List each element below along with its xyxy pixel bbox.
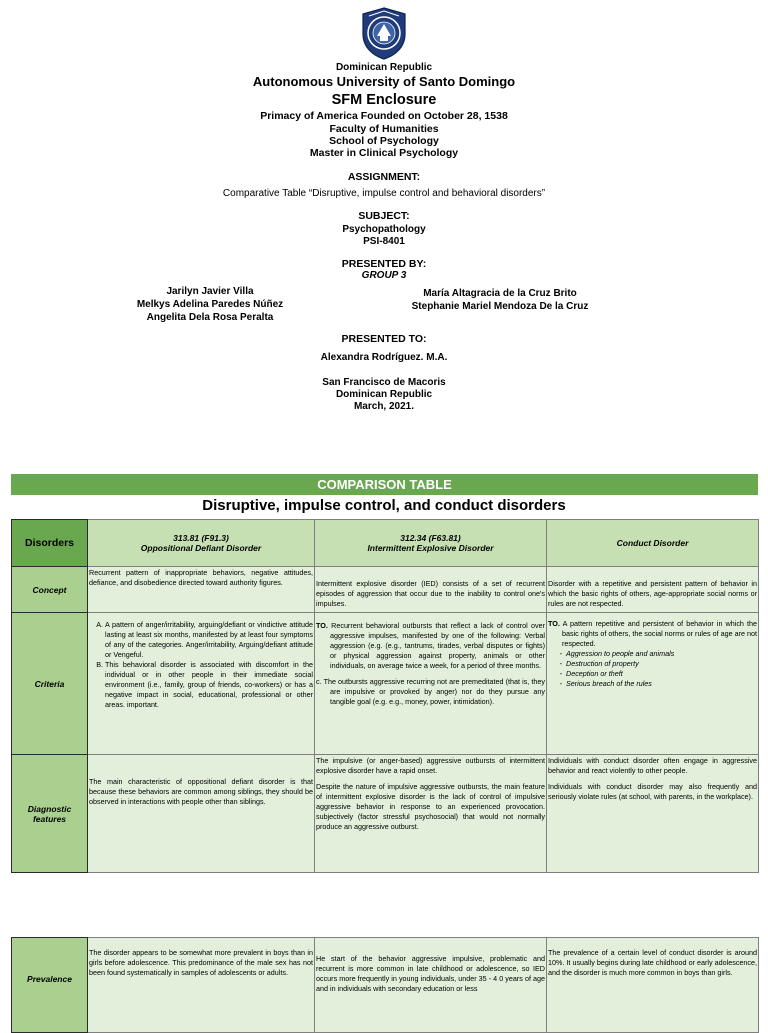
criteria-odd	[88, 613, 315, 755]
subject-code: PSI-8401	[363, 236, 405, 247]
assignment-text: Comparative Table “Disruptive, impulse control and behavioral disorders”	[222, 188, 546, 199]
cover-founded: Primacy of America Founded on October 28, 1538	[260, 110, 508, 122]
presented-by-label: PRESENTED BY:	[341, 258, 427, 270]
comparison-table	[11, 519, 759, 873]
list-item-text: The outbursts aggressive recurring not are premeditated (that is, they are impulsive or provoked by anger) nor do they pursue any tangible goal (e.g. e.g., money, power, intimidation).	[323, 677, 545, 706]
cover-city: San Francisco de Macoris	[322, 377, 446, 388]
list-marker: TO.	[316, 621, 328, 630]
list-item: - Deception or theft	[566, 669, 757, 679]
row-label-criteria: Criteria	[12, 613, 88, 755]
authors-right	[400, 287, 600, 313]
presented-to-label: PRESENTED TO:	[341, 333, 427, 345]
diagnostic-conduct-p2: Individuals with conduct disorder may also frequently and seriously violate rules (at school, with parents, in the workplace).	[548, 782, 757, 801]
teacher-name: Alexandra Rodríguez. M.A.	[320, 352, 448, 363]
criteria-ied-item-c	[316, 677, 545, 707]
author-name: Jarilyn Javier Villa	[166, 286, 254, 297]
authors-left	[130, 285, 290, 324]
table-row	[12, 567, 759, 613]
header-ied	[315, 520, 547, 567]
criteria-conduct-intro	[548, 619, 757, 649]
diagnostic-conduct	[547, 755, 759, 873]
cover-country: Dominican Republic	[335, 62, 433, 73]
cover-university: Autonomous University of Santo Domingo	[252, 74, 516, 89]
criteria-ied	[315, 613, 547, 755]
table-header-row	[12, 520, 759, 567]
diagnostic-odd: The main characteristic of oppositional defiant disorder is that because these behaviors are common among siblings, they should be observed in interactions with people other than siblings.	[88, 755, 315, 873]
list-item: - Aggression to people and animals	[566, 649, 757, 659]
prevalence-conduct: The prevalence of a certain level of conduct disorder is around 10%. It usually begins during late childhood or early adolescence, and the disorder is much more common in boys than girls.	[547, 938, 759, 1033]
criteria-odd-list	[89, 620, 313, 710]
cover-enclosure: SFM Enclosure	[331, 92, 437, 108]
row-label-disorders: Disorders	[12, 520, 88, 567]
concept-odd: Recurrent pattern of inappropriate behaviors, negative attitudes, defiance, and disobedience directed toward authority figures.	[88, 567, 315, 613]
criteria-ied-item-to	[316, 621, 545, 671]
header-odd-code: 313.81 (F91.3)	[173, 533, 229, 543]
criteria-conduct	[547, 613, 759, 755]
header-ied-name: Intermittent Explosive Disorder	[367, 543, 494, 553]
concept-ied: Intermittent explosive disorder (IED) consists of a set of recurrent episodes of aggression that occur due to the inability to control one's impulses.	[315, 567, 547, 613]
header-conduct	[547, 520, 759, 567]
list-item: B. This behavioral disorder is associated with discomfort in the individual or in other people in their immediate social environment (i.e., family, group of friends, co-workers) or has a negative impact in social, educational, professional or other areas. important.	[105, 660, 313, 710]
header-ied-code: 312.34 (F63.81)	[400, 533, 461, 543]
row-label-prevalence: Prevalence	[12, 938, 88, 1033]
cover-school: School of Psychology	[329, 135, 439, 147]
author-name: Stephanie Mariel Mendoza De la Cruz	[411, 301, 589, 312]
row-label-concept: Concept	[12, 567, 88, 613]
comparison-table-banner: COMPARISON TABLE	[11, 474, 758, 495]
row-label-diagnostic: Diagnostic features	[12, 755, 88, 873]
list-marker: c.	[316, 677, 322, 686]
author-name: María Altagracia de la Cruz Brito	[423, 288, 577, 299]
cover-faculty: Faculty of Humanities	[329, 123, 439, 135]
subject-label: SUBJECT:	[358, 210, 410, 222]
cover-program: Master in Clinical Psychology	[309, 147, 459, 159]
diagnostic-ied	[315, 755, 547, 873]
author-name: Angelita Dela Rosa Peralta	[146, 312, 274, 323]
list-item-text: Recurrent behavioral outbursts that reflect a lack of control over aggressive impulses, manifested by one of the following: Verbal aggression (e.g. (e.g., tantrums, tirades, verbal disputes or fights) or physical aggression against property, animals or other individuals, on average twice a week, for a period of three months.	[330, 621, 545, 670]
header-odd-name: Oppositional Defiant Disorder	[140, 543, 262, 553]
comparison-table-continued	[11, 937, 759, 1033]
diagnostic-conduct-p1: Individuals with conduct disorder often engage in aggressive behavior and react violently to other people.	[548, 756, 757, 775]
table-row	[12, 613, 759, 755]
criteria-conduct-list	[548, 649, 757, 689]
assignment-label: ASSIGNMENT:	[347, 171, 421, 183]
header-conduct-name: Conduct Disorder	[616, 538, 689, 548]
header-odd	[88, 520, 315, 567]
prevalence-odd: The disorder appears to be somewhat more prevalent in boys than in girls before adolescence. This predominance of the male sex has not been found systematically in samples of adolescents or adults.	[88, 938, 315, 1033]
list-marker: TO.	[548, 619, 560, 628]
list-item: - Serious breach of the rules	[566, 679, 757, 689]
table-row	[12, 938, 759, 1033]
list-item: A. A pattern of anger/irritability, arguing/defiant or vindictive attitude lasting at least six months, manifested by at least four symptoms of any of the categories. Anger/irritability, Arguing/defiant attitude or Vengeful.	[105, 620, 313, 660]
cover-country-2: Dominican Republic	[335, 389, 433, 400]
diagnostic-ied-p2: Despite the nature of impulsive aggressive outbursts, the main feature of intermittent explosive disorder is the lack of control of impulsive aggressive behavior in response to an experienced provocation. subjectively (factor stressful psychosocial) that would not normally produce an aggressive outburst.	[316, 782, 545, 831]
prevalence-ied: He start of the behavior aggressive impulsive, problematic and recurrent is more common in late childhood or adolescence, so IED occurs more frequently in young individuals, under 35 - 4 0 years of age and in individuals with secondary education or less	[315, 938, 547, 1033]
cover-date: March, 2021.	[353, 401, 415, 412]
list-item: - Destruction of property	[566, 659, 757, 669]
diagnostic-ied-p1: The impulsive (or anger-based) aggressive outbursts of intermittent explosive disorder have a rapid onset.	[316, 756, 545, 775]
concept-conduct: Disorder with a repetitive and persistent pattern of behavior in which the basic rights of others, age-appropriate social norms or rules are not respected.	[547, 567, 759, 613]
list-item-text: A pattern repetitive and persistent of behavior in which the basic rights of others, the social norms or rules of age are not respected.	[562, 619, 757, 648]
author-name: Melkys Adelina Paredes Núñez	[136, 299, 284, 310]
subject-name: Psychopathology	[342, 224, 426, 235]
group-name: GROUP 3	[361, 270, 407, 281]
table-row	[12, 755, 759, 873]
comparison-table-title: Disruptive, impulse control, and conduct disorders	[202, 497, 566, 514]
university-seal-icon	[359, 6, 409, 60]
